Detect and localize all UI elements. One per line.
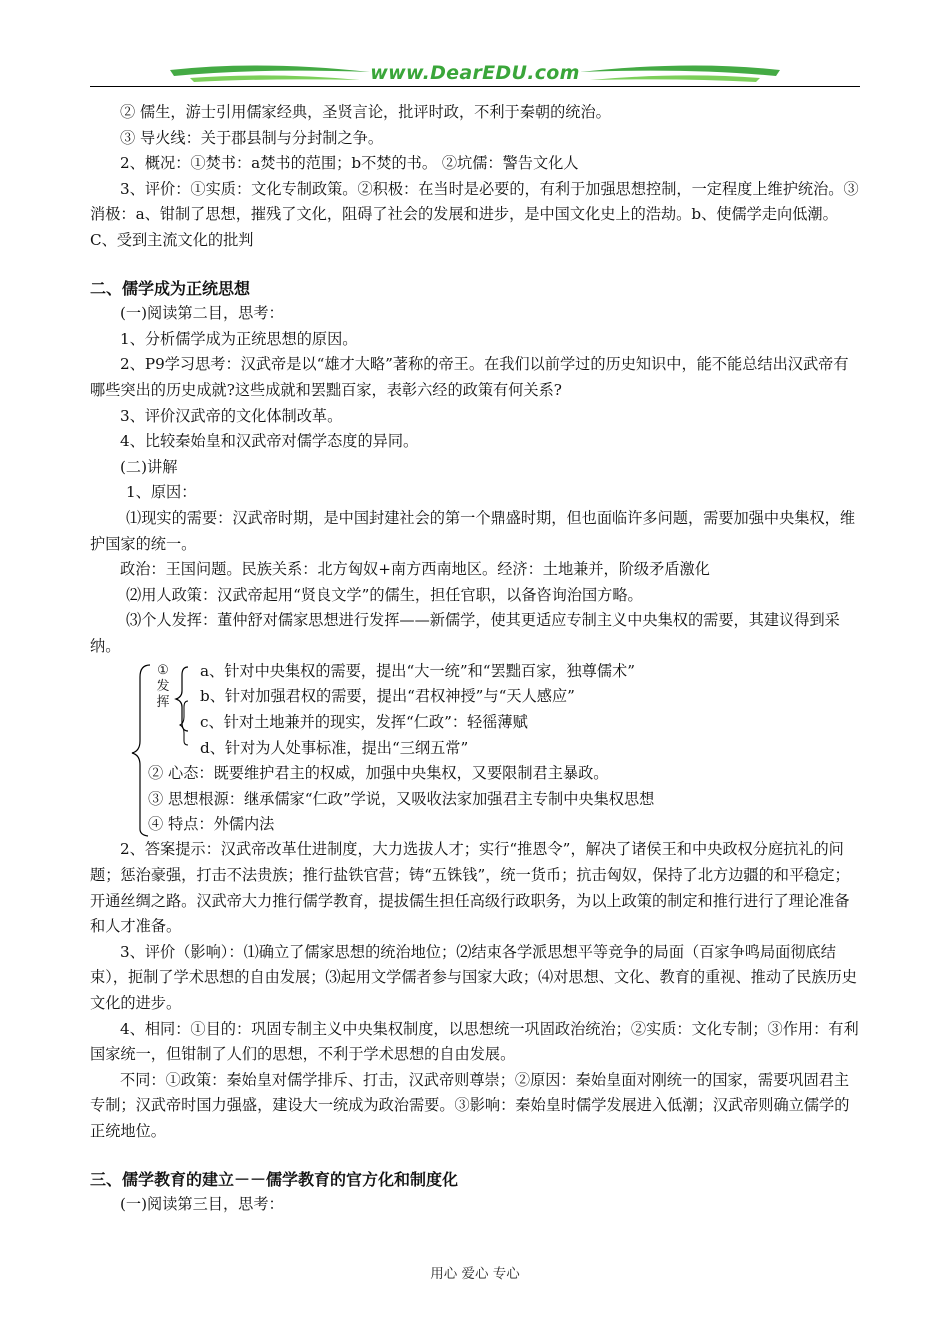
develop-label: ① 发 挥 — [156, 663, 170, 711]
paragraph: 4、相同：①目的：巩固专制主义中央集权制度，以思想统一巩固政治统治；②实质：文化专制；③作用：有利国家统一，但钳制了人们的思想，不利于学术思想的自由发展。 — [90, 1019, 859, 1064]
brace-diagram — [90, 659, 860, 837]
paragraph: (二)讲解 — [120, 457, 178, 476]
paragraph: ② 儒生，游士引用儒家经典，圣贤言论，批评时政，不利于秦朝的统治。 — [120, 103, 611, 121]
list-item: ④ 特点：外儒内法 — [148, 815, 275, 834]
paragraph: (一)阅读第三目，思考： — [120, 1195, 284, 1214]
paragraph: 4、比较秦始皇和汉武帝对儒学态度的异同。 — [120, 432, 419, 451]
paragraph: ③ 导火线：关于郡县制与分封制之争。 — [120, 128, 384, 147]
list-item: c、针对土地兼并的现实，发挥“仁政”：轻徭薄赋 — [200, 713, 528, 732]
list-item: a、针对中央集权的需要，提出“大一统”和“罢黜百家，独尊儒术” — [200, 662, 635, 681]
paragraph: 3、评价汉武帝的文化体制改革。 — [120, 406, 343, 425]
paragraph: 政治：王国问题。民族关系：北方匈奴+南方西南地区。经济：土地兼并，阶级矛盾激化 — [120, 560, 710, 579]
paragraph: 2、答案提示：汉武帝改革仕进制度，大力选拔人才；实行“推恩令”，解决了诸侯王和中央政权分庭抗礼的问题；惩治豪强，打击不法贵族；推行盐铁官营；铸“五铢钱”，统一货币；抗击匈奴，保持了北方边疆的和平稳定；开通丝绸之路。汉武帝大力推行儒学教育，提拔儒生担任高级行政职务，为以上政策的制定和推行进行了理论准备和人才准备。 — [90, 840, 850, 936]
section-heading: 二、儒学成为正统思想 — [90, 278, 251, 298]
header-rule — [90, 86, 860, 87]
paragraph: 3、评价：①实质：文化专制政策。②积极：在当时是必要的，有利于加强思想控制，一定程度上维护统治。③消极：a、钳制了思想，摧残了文化，阻碍了社会的发展和进步，是中国文化史上的浩劫。b、使儒学走向低潮。C、受到主流文化的批判 — [90, 179, 859, 249]
paragraph: ⑶个人发挥：董仲舒对儒家思想进行发挥——新儒学，使其更适应专制主义中央集权的需要，其建议得到采纳。 — [90, 611, 840, 655]
page-footer: 用心 爱心 专心 — [430, 1266, 520, 1282]
paragraph: 2、概况：①焚书：a焚书的范围；b不焚的书。 ②坑儒：警告文化人 — [120, 154, 579, 173]
paragraph: 1、分析儒学成为正统思想的原因。 — [120, 329, 358, 348]
paragraph: (一)阅读第二目，思考： — [120, 304, 284, 323]
paragraph: ⑵用人政策：汉武帝起用“贤良文学”的儒生，担任官职，以备咨询治国方略。 — [126, 585, 643, 604]
list-item: ② 心态：既要维护君主的权威，加强中央集权，又要限制君主暴政。 — [148, 764, 609, 783]
paragraph: 2、P9学习思考：汉武帝是以“雄才大略”著称的帝王。在我们以前学过的历史知识中，能不能总结出汉武帝有哪些突出的历史成就?这些成就和罢黜百家，表彰六经的政策有何关系? — [90, 355, 849, 399]
paragraph: 3、评价（影响）：⑴确立了儒家思想的统治地位；⑵结束各学派思想平等竞争的局面（百家争鸣局面彻底结束），扼制了学术思想的自由发展；⑶起用文学儒者参与国家大政；⑷对思想、文化、教育的重视、推动了民族历史文化的进步。 — [90, 942, 857, 1013]
list-item: d、针对为人处事标准，提出“三纲五常” — [200, 739, 469, 758]
site-logo-text[interactable]: www.DearEDU.com — [370, 62, 580, 84]
paragraph: 不同：①政策：秦始皇对儒学排斥、打击，汉武帝则尊崇；②原因：秦始皇面对刚统一的国家，需要巩固君主专制；汉武帝时国力强盛，建设大一统成为政治需要。③影响：秦始皇时儒学发展进入低潮；汉武帝则确立儒学的正统地位。 — [90, 1070, 850, 1140]
document-body — [90, 100, 860, 1218]
section-heading: 三、儒学教育的建立－－儒学教育的官方化和制度化 — [90, 1169, 459, 1189]
list-item: ③ 思想根源：继承儒家“仁政”学说，又吸收法家加强君主专制中央集权思想 — [148, 790, 655, 809]
paragraph: 1、原因： — [126, 483, 197, 502]
paragraph: ⑴现实的需要：汉武帝时期，是中国封建社会的第一个鼎盛时期，但也面临许多问题，需要加强中央集权，维护国家的统一。 — [90, 508, 855, 553]
list-item: b、针对加强君权的需要，提出“君权神授”与“天人感应” — [200, 687, 575, 706]
site-header-banner — [90, 58, 860, 94]
